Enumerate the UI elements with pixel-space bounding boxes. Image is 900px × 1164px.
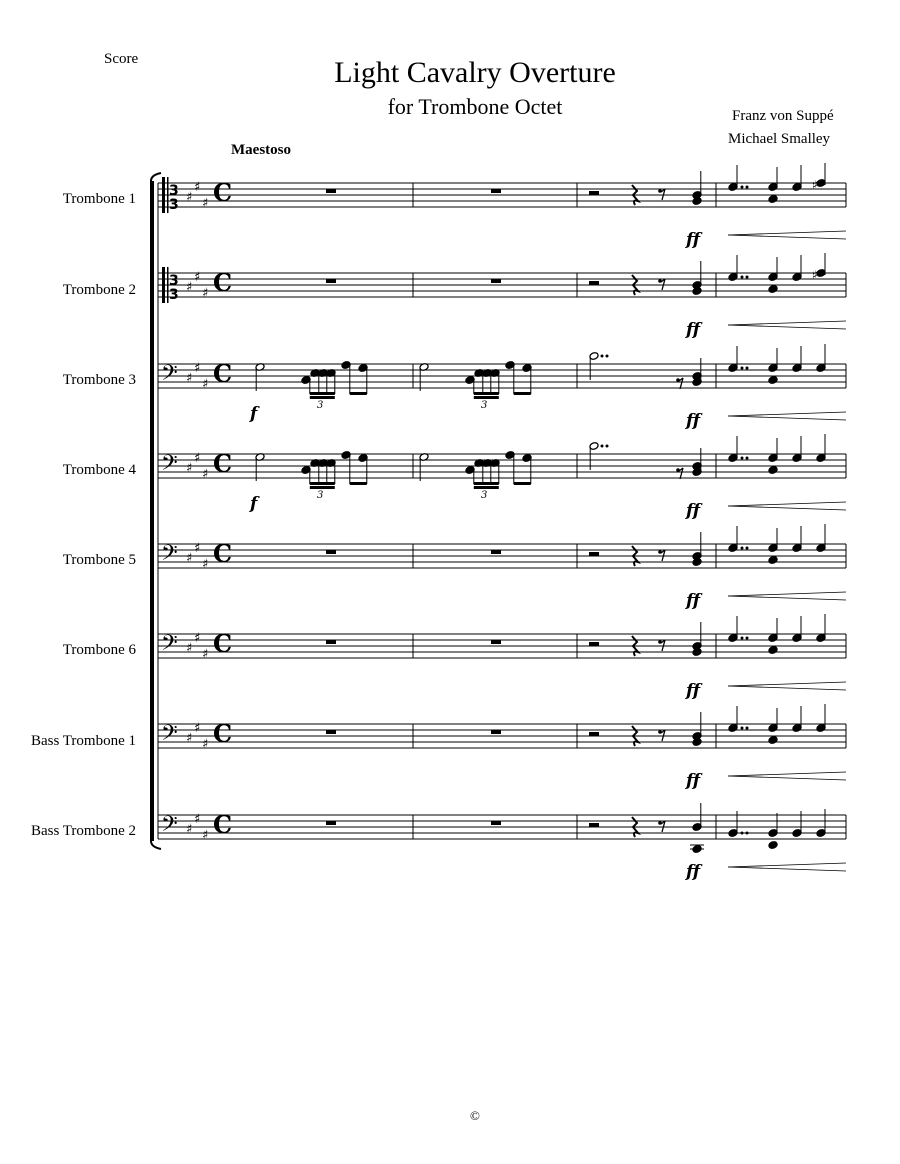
tempo-marking: Maestoso — [231, 142, 291, 158]
whole-rest — [326, 189, 336, 193]
triplet-mark: 3 — [481, 400, 488, 411]
note-beam — [514, 482, 531, 485]
note-head — [768, 195, 778, 204]
sharp-sign: ♯ — [194, 180, 201, 195]
bass-clef: 𝄢 — [161, 631, 178, 661]
whole-rest — [491, 730, 501, 734]
instrument-name-trombone-1: Trombone 1 — [62, 191, 136, 207]
instrument-name-trombone-5: Trombone 5 — [62, 552, 136, 568]
augmentation-dot — [601, 355, 604, 358]
bass-clef: 𝄢 — [161, 721, 178, 751]
augmentation-dot — [601, 445, 604, 448]
augmentation-dot — [746, 276, 749, 279]
dynamic-fortissimo: ff — [686, 862, 701, 882]
dynamic-fortissimo: ff — [686, 591, 701, 611]
sharp-sign: ♯ — [202, 377, 209, 392]
note-head — [768, 646, 778, 655]
bass-clef: 𝄢 — [161, 541, 178, 571]
whole-rest — [491, 821, 501, 825]
crescendo-hairpin-lower — [728, 506, 846, 510]
crescendo-hairpin-lower — [728, 776, 846, 780]
dynamic-forte: f — [250, 494, 258, 514]
tenor-clef-upper: 3 — [169, 183, 179, 199]
augmentation-dot — [746, 367, 749, 370]
sharp-accidental: ♯ — [812, 268, 818, 282]
sharp-sign: ♯ — [202, 828, 209, 843]
whole-rest — [326, 640, 336, 644]
triplet-mark: 3 — [317, 490, 324, 501]
time-signature: C — [213, 359, 233, 388]
bass-clef: 𝄢 — [161, 361, 178, 391]
dynamic-forte: f — [250, 404, 258, 424]
note-beam — [310, 486, 335, 489]
time-signature: C — [213, 178, 233, 207]
half-rest — [589, 191, 599, 195]
augmentation-dot — [746, 547, 749, 550]
sharp-sign: ♯ — [194, 541, 201, 556]
system-bracket — [150, 181, 154, 841]
instrument-name-trombone-6: Trombone 6 — [62, 642, 136, 658]
sharp-sign: ♯ — [186, 731, 193, 746]
triplet-mark: 3 — [481, 490, 488, 501]
composer-credit: Franz von Suppé — [732, 108, 834, 124]
bass-clef: 𝄢 — [161, 812, 178, 842]
whole-rest — [491, 640, 501, 644]
note-beam — [474, 482, 499, 485]
bracket-top-hook — [151, 173, 161, 181]
crescendo-hairpin-upper — [728, 863, 846, 867]
crescendo-hairpin-upper — [728, 592, 846, 596]
dynamic-fortissimo: ff — [686, 681, 701, 701]
half-rest — [589, 823, 599, 827]
crescendo-hairpin-lower — [728, 686, 846, 690]
whole-rest — [491, 279, 501, 283]
sharp-sign: ♯ — [194, 270, 201, 285]
dynamic-fortissimo: ff — [686, 411, 701, 431]
note-beam — [310, 392, 335, 395]
crescendo-hairpin-lower — [728, 235, 846, 239]
sharp-sign: ♯ — [202, 467, 209, 482]
sharp-sign: ♯ — [194, 631, 201, 646]
note-beam — [474, 396, 499, 399]
sharp-sign: ♯ — [202, 196, 209, 211]
crescendo-hairpin-lower — [728, 416, 846, 420]
sharp-sign: ♯ — [194, 451, 201, 466]
augmentation-dot — [606, 355, 609, 358]
augmentation-dot — [746, 637, 749, 640]
page-title: Light Cavalry Overture — [334, 56, 616, 89]
sharp-sign: ♯ — [194, 721, 201, 736]
augmentation-dot — [606, 445, 609, 448]
dynamic-fortissimo: ff — [686, 320, 701, 340]
augmentation-dot — [746, 832, 749, 835]
augmentation-dot — [741, 367, 744, 370]
time-signature: C — [213, 449, 233, 478]
sharp-sign: ♯ — [186, 822, 193, 837]
crescendo-hairpin-upper — [728, 412, 846, 416]
augmentation-dot — [741, 186, 744, 189]
bass-clef: 𝄢 — [161, 451, 178, 481]
note-beam — [474, 392, 499, 395]
time-signature: C — [213, 268, 233, 297]
triplet-mark: 3 — [317, 400, 324, 411]
augmentation-dot — [741, 457, 744, 460]
bracket-bottom-hook — [151, 841, 161, 849]
sharp-sign: ♯ — [186, 371, 193, 386]
note-head — [768, 376, 778, 385]
augmentation-dot — [746, 186, 749, 189]
augmentation-dot — [746, 727, 749, 730]
augmentation-dot — [741, 547, 744, 550]
tenor-clef-upper: 3 — [169, 273, 179, 289]
whole-rest — [326, 550, 336, 554]
sharp-sign: ♯ — [202, 737, 209, 752]
time-signature: C — [213, 539, 233, 568]
sharp-sign: ♯ — [194, 361, 201, 376]
time-signature: C — [213, 719, 233, 748]
sharp-sign: ♯ — [186, 551, 193, 566]
sharp-sign: ♯ — [186, 641, 193, 656]
time-signature: C — [213, 629, 233, 658]
half-rest — [589, 642, 599, 646]
note-head — [768, 736, 778, 745]
dynamic-fortissimo: ff — [686, 230, 701, 250]
whole-rest — [326, 730, 336, 734]
note-head — [768, 285, 778, 294]
crescendo-hairpin-lower — [728, 596, 846, 600]
note-beam — [310, 482, 335, 485]
tenor-clef-bar — [162, 177, 165, 213]
instrument-name-trombone-3: Trombone 3 — [62, 372, 136, 388]
augmentation-dot — [746, 457, 749, 460]
sharp-sign: ♯ — [186, 190, 193, 205]
sharp-sign: ♯ — [186, 461, 193, 476]
crescendo-hairpin-upper — [728, 502, 846, 506]
crescendo-hairpin-upper — [728, 772, 846, 776]
sharp-sign: ♯ — [202, 647, 209, 662]
page-subtitle: for Trombone Octet — [387, 94, 563, 119]
augmentation-dot — [741, 276, 744, 279]
sharp-sign: ♯ — [202, 286, 209, 301]
score-label: Score — [104, 51, 139, 67]
augmentation-dot — [741, 637, 744, 640]
note-head — [768, 466, 778, 475]
crescendo-hairpin-lower — [728, 867, 846, 871]
arranger-credit: Michael Smalley — [728, 131, 831, 147]
half-rest — [589, 732, 599, 736]
half-rest — [589, 281, 599, 285]
note-beam — [350, 392, 367, 395]
note-beam — [514, 392, 531, 395]
dynamic-fortissimo: ff — [686, 771, 701, 791]
whole-rest — [491, 189, 501, 193]
tenor-clef-bar — [162, 267, 165, 303]
dynamic-fortissimo: ff — [686, 501, 701, 521]
note-beam — [474, 486, 499, 489]
sharp-accidental: ♯ — [812, 178, 818, 192]
crescendo-hairpin-lower — [728, 325, 846, 329]
augmentation-dot — [741, 727, 744, 730]
time-signature: C — [213, 810, 233, 839]
copyright-footer: © — [470, 1108, 480, 1123]
crescendo-hairpin-upper — [728, 231, 846, 235]
crescendo-hairpin-upper — [728, 321, 846, 325]
note-head — [768, 841, 778, 850]
sharp-sign: ♯ — [202, 557, 209, 572]
note-head — [768, 556, 778, 565]
half-rest — [589, 552, 599, 556]
instrument-name-trombone-4: Trombone 4 — [62, 462, 136, 478]
augmentation-dot — [741, 832, 744, 835]
instrument-name-trombone-2: Trombone 2 — [62, 282, 136, 298]
whole-rest — [491, 550, 501, 554]
note-beam — [350, 482, 367, 485]
note-beam — [310, 396, 335, 399]
sharp-sign: ♯ — [186, 280, 193, 295]
whole-rest — [326, 279, 336, 283]
tenor-clef-lower: 3 — [169, 197, 179, 213]
whole-rest — [326, 821, 336, 825]
instrument-name-bass-trombone-2: Bass Trombone 2 — [30, 823, 136, 839]
instrument-name-bass-trombone-1: Bass Trombone 1 — [30, 733, 136, 749]
sharp-sign: ♯ — [194, 812, 201, 827]
tenor-clef-lower: 3 — [169, 287, 179, 303]
crescendo-hairpin-upper — [728, 682, 846, 686]
